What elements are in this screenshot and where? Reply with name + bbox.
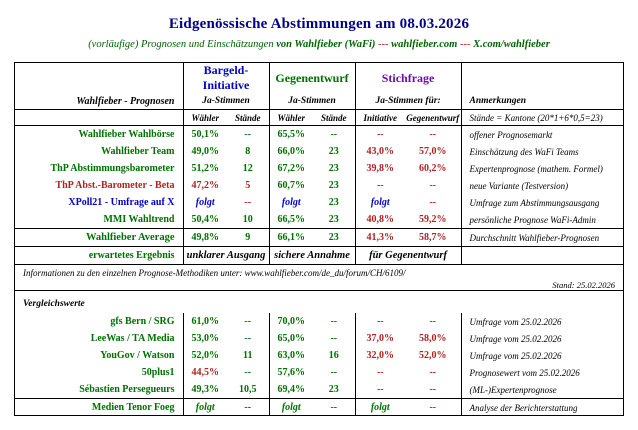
colhead-staende-2: Stände (313, 110, 355, 126)
cell-gegenentwurf: 58,0% (419, 333, 447, 344)
cell-gegenentwurf: -- (429, 367, 437, 378)
colhead-initiative: Initiative (355, 110, 405, 126)
subtitle-part1: (vorläufige) Prognosen und Einschätzungen (88, 39, 274, 50)
cell-note: Prognosewert vom 25.02.2026 (461, 364, 623, 381)
cell-staende-2: 23 (328, 214, 339, 225)
average-row (15, 229, 623, 247)
cell-waehler-1: 50,4% (183, 211, 227, 229)
cell-staende-1: -- (244, 197, 252, 208)
row-name: 50plus1 (141, 367, 175, 378)
cell-note: Einschätzung des WaFi Teams (461, 143, 623, 160)
cell-staende-2: 23 (328, 180, 339, 191)
cell-initiative: -- (355, 364, 405, 381)
cell-waehler-1: 51,2% (183, 160, 227, 177)
cell-gegenentwurf: -- (429, 197, 437, 208)
average-label: Wahlfieber Average (15, 229, 183, 247)
cell-waehler-1: 61,0% (183, 313, 227, 330)
row-name: ThP Abstimmungsbarometer (50, 163, 175, 174)
cell-staende-1: 10,5 (239, 384, 257, 395)
average-waehler-2: 66,1% (269, 229, 313, 247)
cell-note: offener Prognosemarkt (461, 126, 623, 144)
cell-staende-1: -- (244, 367, 252, 378)
cell-note: Umfrage vom 25.02.2026 (461, 330, 623, 347)
subheader-ja-stimmen-1: Ja-Stimmen (183, 93, 269, 110)
compare-section-row (15, 291, 623, 314)
colhead-gegenentwurf: Gegenentwurf (405, 110, 461, 126)
stand-date: Stand: 25.02.2026 (552, 280, 615, 290)
cell-initiative: 32,0% (355, 347, 405, 364)
cell-gegenentwurf: 52,0% (419, 350, 447, 361)
cell-note: Umfrage vom 25.02.2026 (461, 347, 623, 364)
cell-staende-1: 12 (242, 163, 253, 174)
cell-staende-2: 23 (328, 163, 339, 174)
cell-waehler-1: 47,2% (183, 177, 227, 194)
notes-header: Anmerkungen (461, 93, 623, 110)
cell-gegenentwurf: -- (429, 384, 437, 395)
cell-waehler-2: 65,0% (269, 330, 313, 347)
table-row (15, 347, 623, 364)
cell-waehler-1: 49,0% (183, 143, 227, 160)
table-row (15, 143, 623, 160)
row-name: ThP Abst.-Barometer - Beta (55, 180, 175, 191)
row-name: Sébastien Persegueurs (79, 384, 175, 395)
group-bargeld-initiative: Bargeld-Initiative (183, 63, 269, 93)
cell-waehler-1: 52,0% (183, 347, 227, 364)
table-row (15, 160, 623, 177)
cell-waehler-2: 67,2% (269, 160, 313, 177)
cell-initiative: folgt (355, 194, 405, 211)
group-stichfrage: Stichfrage (355, 63, 461, 93)
table-row (15, 330, 623, 347)
subheader-ja-stimmen-2: Ja-Stimmen (269, 93, 355, 110)
cell-staende-2: 16 (328, 350, 339, 361)
cell-waehler-1: 50,1% (183, 126, 227, 144)
cell-initiative: folgt (355, 399, 405, 417)
cell-staende-2: 23 (328, 197, 339, 208)
row-name: XPoll21 - Umfrage auf X (68, 197, 175, 208)
average-waehler-1: 49,8% (183, 229, 227, 247)
cell-gegenentwurf: -- (405, 399, 461, 417)
cell-waehler-2: 65,5% (269, 126, 313, 144)
cell-waehler-1: folgt (183, 399, 227, 417)
cell-staende-1: 8 (245, 146, 251, 157)
table-row (15, 177, 623, 194)
cell-staende-2: -- (313, 399, 355, 417)
notes-col-header: Stände = Kantone (20*1+6*0,5=23) (461, 110, 623, 126)
cell-staende-2: -- (330, 367, 338, 378)
cell-waehler-2: 66,0% (269, 143, 313, 160)
table-row (15, 399, 623, 417)
cell-waehler-2: 70,0% (269, 313, 313, 330)
row-name: gfs Bern / SRG (110, 316, 175, 327)
cell-waehler-2: 60,7% (269, 177, 313, 194)
row-name: Wahlfieber Wahlbörse (15, 126, 183, 144)
cell-staende-1: 5 (245, 180, 251, 191)
average-staende-2: 23 (313, 229, 355, 247)
cell-gegenentwurf: -- (429, 180, 437, 191)
methodology-info[interactable]: Informationen zu den einzelnen Prognose-Methodiken unter: www.wahlfieber.com/de_du/forum/CH/6109/ (15, 265, 623, 281)
cell-staende-2: -- (313, 126, 355, 144)
cell-initiative: 39,8% (355, 160, 405, 177)
cell-gegenentwurf: -- (405, 126, 461, 144)
page-title: Eidgenössische Abstimmungen am 08.03.2026 (168, 16, 470, 32)
table-row (15, 126, 623, 144)
cell-waehler-2: 57,6% (269, 364, 313, 381)
colhead-staende-1: Stände (227, 110, 269, 126)
page-subtitle (10, 39, 628, 50)
row-name: Wahlfieber Team (101, 146, 175, 157)
subtitle-site: wahlfieber.com (391, 39, 458, 50)
cell-staende-1: 10 (242, 214, 253, 225)
row-name: Medien Tenor Foeg (15, 399, 183, 417)
cell-initiative: 37,0% (355, 330, 405, 347)
column-header-row (15, 110, 623, 126)
expected-result-note (461, 247, 623, 265)
stand-row (15, 280, 623, 291)
cell-gegenentwurf: 57,0% (419, 146, 447, 157)
cell-staende-1: 11 (243, 350, 253, 361)
colhead-waehler-1: Wähler (183, 110, 227, 126)
cell-waehler-1: 44,5% (183, 364, 227, 381)
expected-result-label: erwartetes Ergebnis (15, 247, 183, 265)
average-staende-1: 9 (227, 229, 269, 247)
compare-section-label: Vergleichswerte (15, 291, 623, 314)
cell-note: neue Variante (Testversion) (461, 177, 623, 194)
average-initiative: 41,3% (355, 229, 405, 247)
cell-gegenentwurf: 60,2% (419, 163, 447, 174)
forecast-table (15, 63, 623, 416)
cell-waehler-2: 66,5% (269, 211, 313, 229)
cell-note: (ML-)Expertenprognose (461, 381, 623, 399)
cell-staende-1: -- (227, 126, 269, 144)
cell-waehler-2: folgt (269, 399, 313, 417)
cell-note: Umfrage vom 25.02.2026 (461, 313, 623, 330)
expected-result-bargeld: unklarer Ausgang (183, 247, 269, 265)
subheader-row (15, 93, 623, 110)
table-row (15, 313, 623, 330)
cell-gegenentwurf: 59,2% (419, 214, 447, 225)
subheader-ja-stimmen-3: Ja-Stimmen für: (355, 93, 461, 110)
subtitle-x-handle: X.com/wahlfieber (473, 39, 550, 50)
cell-initiative: -- (355, 177, 405, 194)
expected-result-stichfrage: für Gegenentwurf (355, 247, 461, 265)
cell-note: Analyse der Berichterstattung (461, 399, 623, 417)
cell-staende-1: -- (227, 399, 269, 417)
cell-staende-2: -- (330, 316, 338, 327)
cell-staende-1: -- (244, 333, 252, 344)
cell-waehler-1: folgt (183, 194, 227, 211)
cell-waehler-2: 63,0% (269, 347, 313, 364)
cell-waehler-1: 49,3% (183, 381, 227, 399)
subtitle-part2: von Wahlfieber (WaFi) (276, 39, 376, 50)
cell-initiative: 43,0% (355, 143, 405, 160)
subtitle-dash2: --- (459, 39, 471, 50)
group-header-row (15, 63, 623, 93)
average-note: Durchschnitt Wahlfieber-Prognosen (461, 229, 623, 247)
cell-initiative: -- (355, 381, 405, 399)
average-gegenentwurf: 58,7% (405, 229, 461, 247)
table-row (15, 211, 623, 229)
expected-result-row (15, 247, 623, 265)
row-name: LeeWas / TA Media (90, 333, 175, 344)
cell-waehler-2: 69,4% (269, 381, 313, 399)
row-name: MMI Wahltrend (103, 214, 175, 225)
cell-initiative: 40,8% (355, 211, 405, 229)
cell-note: Expertenprognose (mathem. Formel) (461, 160, 623, 177)
row-label-header: Wahlfieber - Prognosen (76, 95, 175, 107)
results-table-frame (14, 62, 624, 416)
row-name: YouGov / Watson (100, 350, 175, 361)
group-gegenentwurf: Gegenentwurf (269, 63, 355, 93)
cell-note: Umfrage zum Abstimmungsausgang (461, 194, 623, 211)
table-row (15, 381, 623, 399)
cell-staende-2: 23 (328, 146, 339, 157)
cell-initiative: -- (355, 313, 405, 330)
cell-initiative: -- (355, 126, 405, 144)
cell-waehler-1: 53,0% (183, 330, 227, 347)
subtitle-dash1: --- (378, 39, 389, 50)
table-row (15, 194, 623, 211)
colhead-waehler-2: Wähler (269, 110, 313, 126)
table-row (15, 364, 623, 381)
expected-result-gegenentwurf: sichere Annahme (269, 247, 355, 265)
cell-note: persönliche Prognose WaFi-Admin (461, 211, 623, 229)
cell-waehler-2: folgt (269, 194, 313, 211)
cell-staende-2: 23 (328, 384, 339, 395)
cell-staende-2: -- (330, 333, 338, 344)
info-row (15, 265, 623, 281)
cell-staende-1: -- (244, 316, 252, 327)
cell-gegenentwurf: -- (429, 316, 437, 327)
